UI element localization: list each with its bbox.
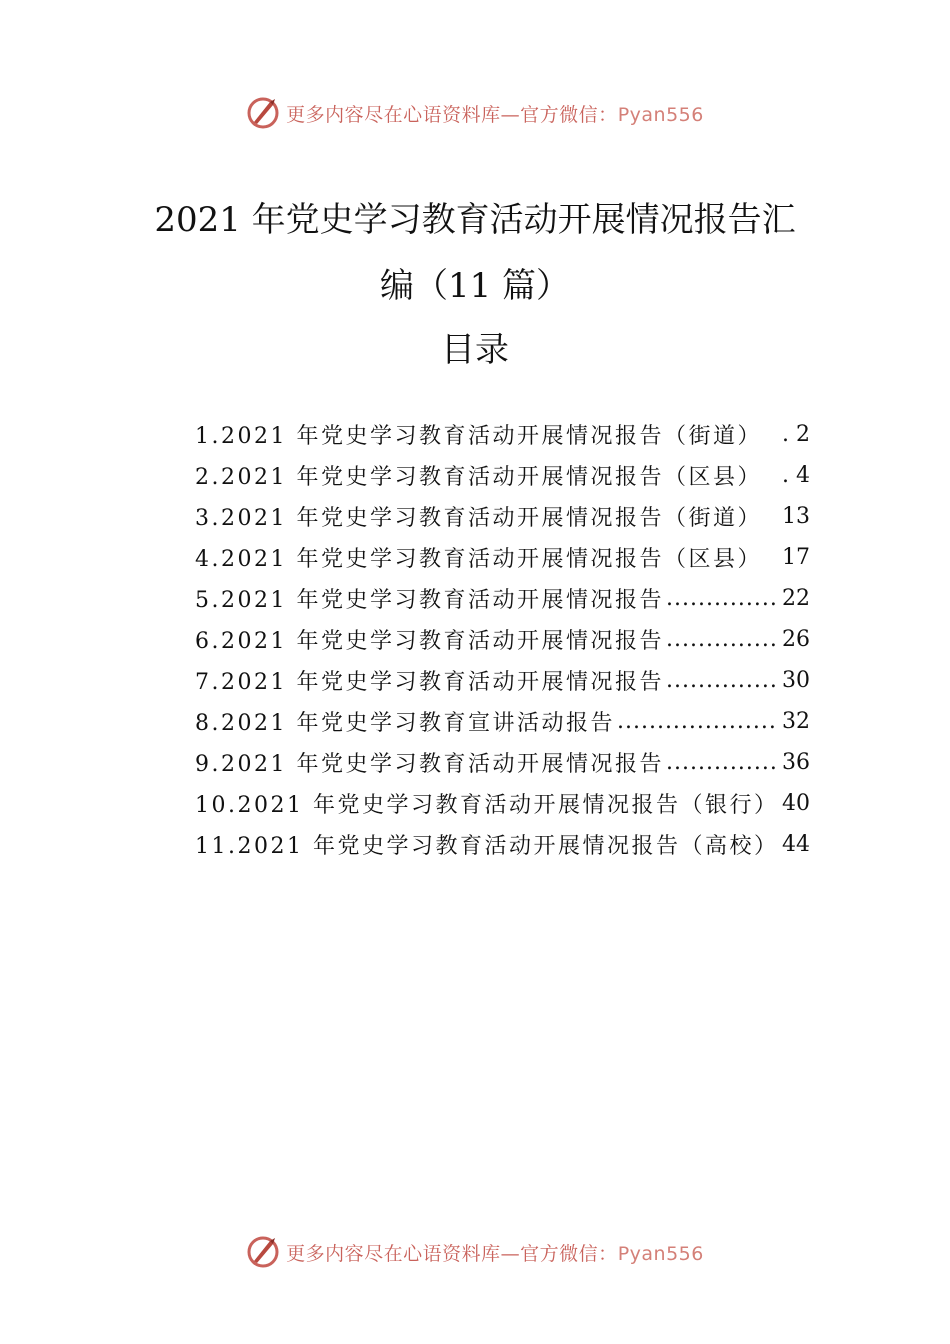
- toc-entry-title: 5.2021 年党史学习教育活动开展情况报告: [195, 588, 664, 613]
- banner-separator: —: [500, 1242, 521, 1265]
- toc-entry[interactable]: [195, 742, 810, 783]
- toc-heading: 目录: [441, 330, 509, 370]
- toc-dot-leader: [617, 709, 778, 734]
- toc-entry-page: 32: [782, 709, 810, 734]
- banner-wechat-label: 官方微信：: [520, 103, 618, 126]
- toc-dot-leader: [666, 750, 778, 775]
- toc-entry[interactable]: [195, 537, 810, 578]
- toc-entry[interactable]: [195, 824, 810, 865]
- toc-entry-title: 1.2021 年党史学习教育活动开展情况报告（街道）: [195, 424, 762, 449]
- toc-dot-leader: [666, 668, 778, 693]
- toc-entry-title: 3.2021 年党史学习教育活动开展情况报告（街道）: [195, 506, 762, 531]
- toc-entry-title: 2.2021 年党史学习教育活动开展情况报告（区县）: [195, 465, 762, 490]
- toc-entry-title: 11.2021 年党史学习教育活动开展情况报告（高校）: [195, 834, 779, 859]
- toc-entry-page: 26: [782, 627, 810, 652]
- toc-entry[interactable]: [195, 660, 810, 701]
- banner-separator: —: [500, 103, 521, 126]
- toc-entry-title: 6.2021 年党史学习教育活动开展情况报告: [195, 629, 664, 654]
- toc-entry[interactable]: [195, 578, 810, 619]
- toc-entry[interactable]: [195, 414, 810, 455]
- banner-slogan: 更多内容尽在心语资料库: [286, 1242, 501, 1265]
- toc-entry[interactable]: [195, 783, 810, 824]
- toc-entry-title: 8.2021 年党史学习教育宣讲活动报告: [195, 711, 615, 736]
- toc-entry[interactable]: [195, 496, 810, 537]
- toc-entry-title: 7.2021 年党史学习教育活动开展情况报告: [195, 670, 664, 695]
- toc-entry-page: . 2: [782, 422, 810, 447]
- document-title-line2: 编（11 篇）: [379, 266, 571, 306]
- header-banner: [0, 93, 950, 133]
- banner-text: [286, 1239, 704, 1266]
- quill-circle-icon: [246, 96, 280, 130]
- toc-entry[interactable]: [195, 701, 810, 742]
- toc-dot-leader: [666, 627, 778, 652]
- banner-wechat-id: Pyan556: [617, 1242, 704, 1265]
- toc-entry[interactable]: [195, 455, 810, 496]
- toc-entry-page: 22: [782, 586, 810, 611]
- toc-entry-page: 44: [782, 832, 810, 857]
- toc-entry-title: 4.2021 年党史学习教育活动开展情况报告（区县）: [195, 547, 762, 572]
- toc-entry-page: 40: [782, 791, 810, 816]
- toc-entry-page: 36: [782, 750, 810, 775]
- quill-circle-icon: [246, 1235, 280, 1269]
- banner-wechat-label: 官方微信：: [520, 1242, 618, 1265]
- toc-entry-page: 30: [782, 668, 810, 693]
- toc-entry[interactable]: [195, 619, 810, 660]
- table-of-contents: [195, 414, 810, 865]
- toc-entry-page: . 4: [782, 463, 810, 488]
- banner-text: [286, 100, 704, 127]
- banner-wechat-id: Pyan556: [617, 103, 704, 126]
- banner-slogan: 更多内容尽在心语资料库: [286, 103, 501, 126]
- toc-entry-title: 10.2021 年党史学习教育活动开展情况报告（银行）: [195, 793, 779, 818]
- toc-entry-title: 9.2021 年党史学习教育活动开展情况报告: [195, 752, 664, 777]
- toc-dot-leader: [666, 586, 778, 611]
- footer-banner: [0, 1232, 950, 1272]
- toc-entry-page: 13: [782, 504, 810, 529]
- toc-entry-page: 17: [782, 545, 810, 570]
- document-title-line1: 2021 年党史学习教育活动开展情况报告汇: [154, 200, 796, 240]
